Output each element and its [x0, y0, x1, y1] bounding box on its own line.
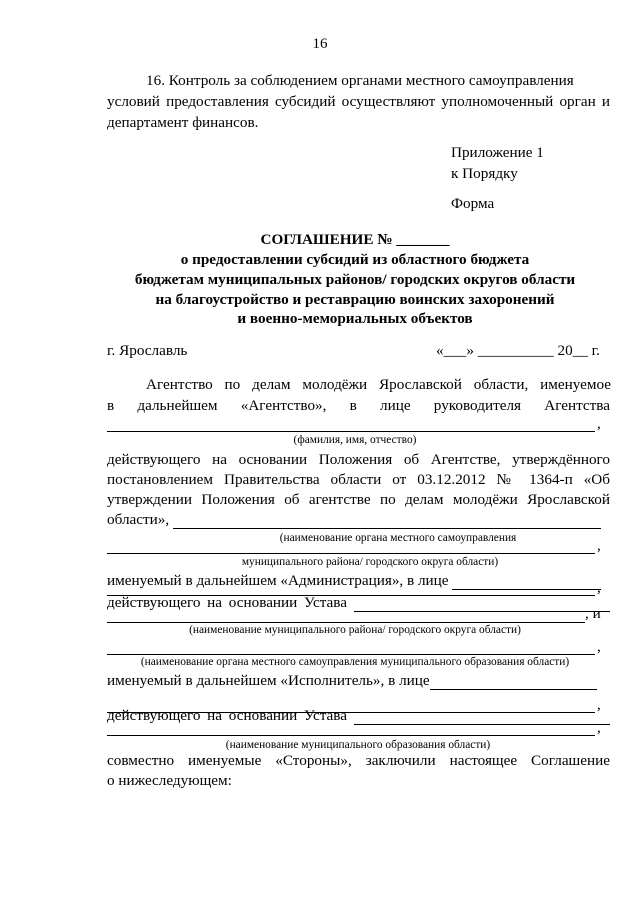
closing-line2: о нижеследующем: [107, 772, 232, 789]
agreement-subject-line3: на благоустройство и реставрацию воинских захоронений [155, 291, 555, 308]
appendix-ref: к Порядку [451, 165, 518, 182]
page-number: 16 [312, 36, 328, 52]
para16-line2: условий предоставления субсидий осуществляют уполномоченный орган и [107, 93, 610, 110]
lsg-blank-2 [107, 553, 595, 554]
admin-charter: действующего на основании Устава [107, 594, 347, 611]
fio-blank [107, 431, 595, 432]
form-label: Форма [451, 195, 495, 212]
executor-person-comma: , [597, 696, 601, 713]
executor-person-blank-1 [430, 689, 597, 690]
agreement-subject-line1: о предоставлении субсидий из областного бюджета [180, 251, 530, 268]
lsg-comma: , [597, 537, 601, 554]
lsg-mo-caption: (наименование органа местного самоуправления муниципального образования области) [140, 656, 570, 668]
admin-charter-blank [354, 611, 610, 612]
mo-caption: (наименование муниципального образования области) [225, 739, 491, 751]
agreement-subject-line4: и военно-мемориальных объектов [237, 310, 473, 327]
lsg-blank-1 [173, 528, 601, 529]
agency-line2: в дальнейшем «Агентство», в лице руководителя Агентства [107, 397, 610, 414]
basis-line4: области», [107, 511, 170, 528]
date-field: «___» __________ 20__ г. [436, 342, 600, 359]
district-caption-2: (наименование муниципального района/ городского округа области) [189, 624, 521, 636]
admin-person-blank-1 [452, 589, 601, 590]
para16-line1: 16. Контроль за соблюдением органами местного самоуправления [146, 72, 574, 89]
agreement-heading: СОГЛАШЕНИЕ № _______ [260, 231, 450, 248]
executor-named: именуемый в дальнейшем «Исполнитель», в лице [107, 672, 430, 689]
basis-line2: постановлением Правительства области от 03.12.2012 № 1364-п «Об [107, 471, 610, 488]
basis-line3: утверждении Положения об агентстве по делам молодёжи Ярославской [107, 491, 610, 508]
fio-caption: (фамилия, имя, отчество) [293, 434, 417, 446]
fio-comma: , [597, 415, 601, 432]
admin-person-comma: , [597, 579, 601, 596]
admin-named: именуемый в дальнейшем «Администрация», в лице [107, 572, 449, 589]
executor-charter-blank [354, 724, 610, 725]
district-caption: муниципального района/ городского округа области) [241, 556, 499, 568]
mo-blank [107, 735, 595, 736]
lsg-mo-comma: , [597, 638, 601, 655]
and-connector: , и [585, 605, 601, 622]
place-label: г. Ярославль [107, 342, 188, 359]
closing-line1: совместно именуемые «Стороны», заключили настоящее Соглашение [107, 752, 610, 769]
agreement-subject-line2: бюджетам муниципальных районов/ городских округов области [134, 271, 576, 288]
appendix-title: Приложение 1 [451, 144, 544, 161]
para16-line3: департамент финансов. [107, 114, 259, 131]
mo-comma: , [597, 719, 601, 736]
basis-line1: действующего на основании Положения об Агентстве, утверждённого [107, 451, 610, 468]
executor-charter: действующего на основании Устава [107, 707, 347, 724]
agency-line1: Агентство по делам молодёжи Ярославской области, именуемое [146, 376, 611, 393]
lsg-caption: (наименование органа местного самоуправления [279, 532, 517, 544]
